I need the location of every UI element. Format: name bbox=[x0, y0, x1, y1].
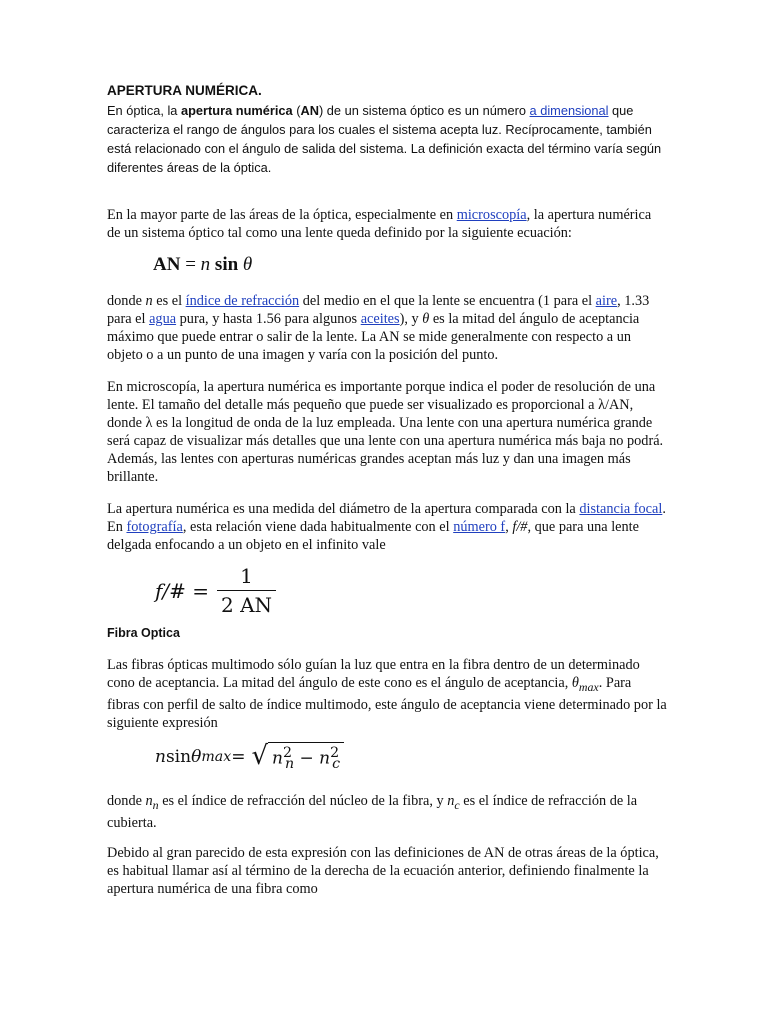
link-indice-refraccion[interactable]: índice de refracción bbox=[185, 293, 300, 309]
paragraph-an-definition: En la mayor parte de las áreas de la óptica, especialmente en microscopía, la apertura numérica de un sistema óptico tal como una lente queda definido por la siguiente ecuación: bbox=[107, 207, 652, 241]
link-fotografia[interactable]: fotografía bbox=[126, 519, 183, 535]
section-title-fibra: Fibra Optica bbox=[107, 626, 180, 640]
paragraph-core-cladding: donde $n_n$ es el índice de refracción del núcleo de la fibra, y $n_c$ es el índice de refracción de la cubierta. bbox=[107, 793, 638, 831]
fraction: $\frac{1}{2 AN}$ bbox=[217, 564, 276, 617]
link-agua[interactable]: agua bbox=[149, 311, 177, 327]
paragraph-refraction-index: donde n es el índice de refracción del medio en el que la lente se encuentra (1 para el aire, 1.33 para el agua pura, y hasta 1.56 para algunos aceites), y θ es la mitad del ángulo de aceptancia máximo que puede entrar o salir de la lente. La AN se mide generalmente con respecto a un objeto o a un punto de una imagen y varía con la posición del punto. bbox=[107, 293, 650, 363]
link-numero-f[interactable]: número f bbox=[453, 519, 506, 535]
section-title: APERTURA NUMÉRICA. bbox=[107, 83, 262, 98]
equation-f-number: f/# = $\frac{1}{2 AN}$ bbox=[155, 564, 276, 617]
link-microscopia[interactable]: microscopía bbox=[456, 207, 527, 223]
intro-paragraph: En óptica, la apertura numérica (AN) de un sistema óptico es un número a dimensional que caracteriza el rango de ángulos para los cuales el sistema acepta luz. Recíprocamente, también está relacionado con el ángulo de salida del sistema. La definición exacta del término varía según diferentes áreas de la óptica. bbox=[107, 103, 662, 175]
link-distancia-focal[interactable]: distancia focal bbox=[579, 501, 663, 517]
square-root: √ $n^2_n - n^2_c$ bbox=[251, 742, 344, 772]
paragraph-fiber-na: Debido al gran parecido de esta expresión con las definiciones de AN de otras áreas de la óptica, es habitual llamar así al término de la derecha de la ecuación anterior, definiendo finalmente la apertura numérica de una fibra como bbox=[107, 845, 659, 897]
equation-an: AN = n sin θ bbox=[153, 254, 253, 275]
paragraph-fibers: Las fibras ópticas multimodo sólo guían la luz que entra en la fibra dentro de un determinado cono de aceptancia. La mitad del ángulo de este cono es el ángulo de aceptancia, $\theta_{max}$. Para fibras con perfil de salto de índice multimodo, este ángulo de aceptancia viene determinado por la siguiente expresión bbox=[107, 657, 667, 731]
paragraph-photography: La apertura numérica es una medida del diámetro de la apertura comparada con la distancia focal. En fotografía, esta relación viene dada habitualmente con el número f, f/#, que para una lente delgada enfocando a un objeto en el infinito vale bbox=[107, 501, 666, 553]
link-aire[interactable]: aire bbox=[595, 293, 618, 309]
link-a-dimensional[interactable]: a dimensional bbox=[529, 103, 609, 118]
paragraph-microscopy: En microscopía, la apertura numérica es importante porque indica el poder de resolución de una lente. El tamaño del detalle más pequeño que puede ser visualizado es proporcional a λ/AN, donde λ es la longitud de onda de la luz empleada. Una lente con una apertura numérica grande será capaz de visualizar más detalles que una lente con una apertura numérica más baja no podrá. Además, las lentes con aperturas numéricas grandes aceptan más luz y dan una imagen más brillante. bbox=[107, 379, 664, 485]
equation-acceptance: n sin θ max = √ $n^2_n - n^2_c$ bbox=[155, 742, 344, 772]
link-aceites[interactable]: aceites bbox=[360, 311, 400, 327]
